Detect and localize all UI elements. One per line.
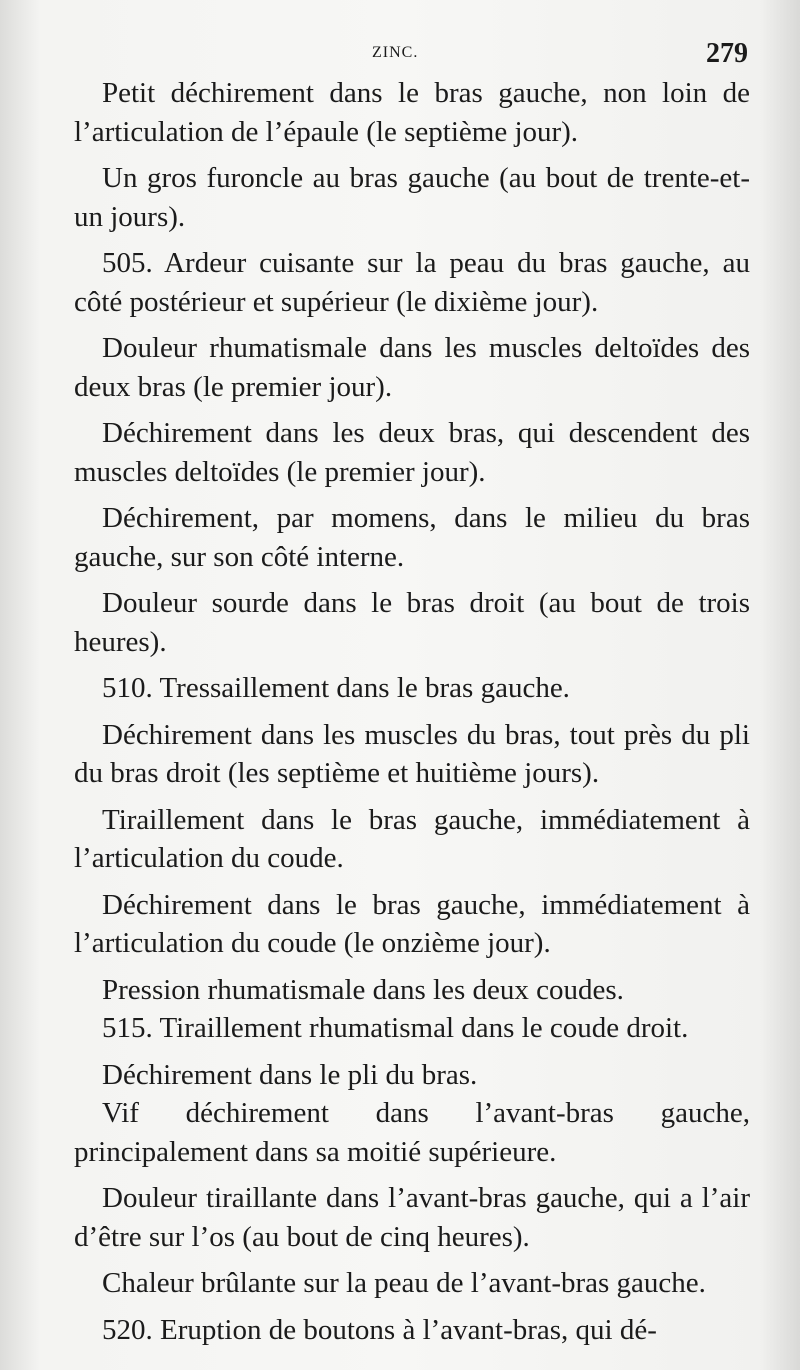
paragraph: Un gros furoncle au bras gauche (au bout de trente-et-un jours). — [74, 162, 750, 233]
paragraph: Douleur rhumatismale dans les muscles deltoïdes des deux bras (le premier jour). — [74, 332, 750, 403]
paragraph: Chaleur brûlante sur la peau de l’avant-bras gauche. — [102, 1267, 706, 1299]
running-head: ZINC. — [372, 44, 419, 61]
paragraph: Pression rhumatismale dans les deux coudes. — [102, 973, 624, 1006]
paragraph: 520. Eruption de boutons à l’avant-bras, qui dé- — [102, 1313, 657, 1346]
paragraph: 505. Ardeur cuisante sur la peau du bras gauche, au côté postérieur et supérieur (le dixième jour). — [74, 247, 750, 318]
paragraph: Douleur sourde dans le bras droit (au bout de trois heures). — [74, 587, 750, 658]
paragraph: Vif déchirement dans l’avant-bras gauche, principalement dans sa moitié supérieure. — [74, 1097, 750, 1168]
page-number: 279 — [706, 38, 748, 69]
paragraph: Déchirement dans les deux bras, qui descendent des muscles deltoïdes (le premier jour). — [74, 417, 750, 488]
paragraph: Petit déchirement dans le bras gauche, non loin de l’articulation de l’épaule (le septième jour). — [74, 77, 750, 148]
paragraph: 510. Tressaillement dans le bras gauche. — [102, 672, 570, 704]
paragraph: Déchirement dans les muscles du bras, tout près du pli du bras droit (les septième et huitième jours). — [74, 718, 750, 789]
paragraph: Douleur tiraillante dans l’avant-bras gauche, qui a l’air d’être sur l’os (au bout de cinq heures). — [74, 1182, 750, 1253]
paragraph: Tiraillement dans le bras gauche, immédiatement à l’articulation du coude. — [74, 803, 750, 874]
page-text — [74, 74, 750, 1349]
paragraph: Déchirement dans le bras gauche, immédiatement à l’articulation du coude (le onzième jour). — [74, 888, 750, 959]
paragraph: Déchirement, par momens, dans le milieu du bras gauche, sur son côté interne. — [74, 502, 750, 573]
paragraph: Déchirement dans le pli du bras. — [102, 1058, 478, 1091]
paragraph: 515. Tiraillement rhumatismal dans le coude droit. — [102, 1012, 689, 1044]
